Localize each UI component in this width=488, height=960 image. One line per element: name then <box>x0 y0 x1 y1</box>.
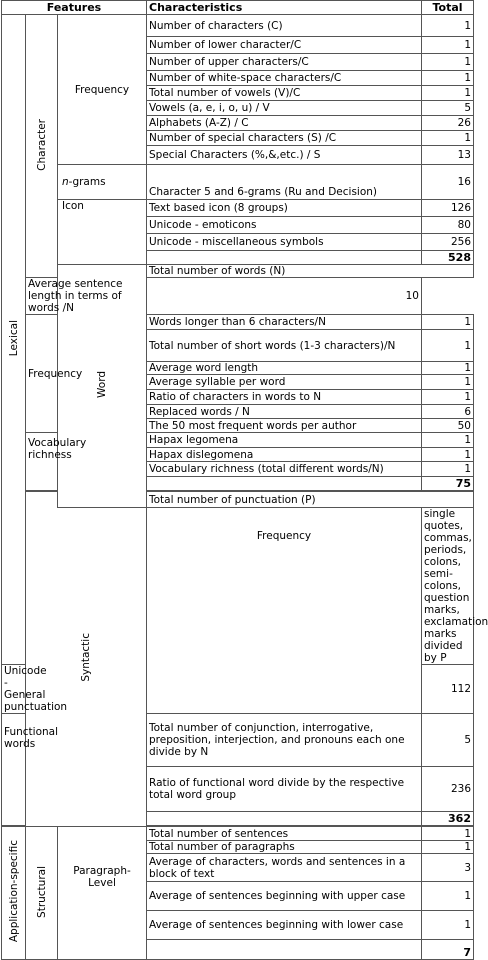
total-cell: 1 <box>422 330 474 362</box>
structural-label: Structural <box>26 827 58 960</box>
total-cell: 5 <box>422 714 474 767</box>
syntactic-subtotal: 362 <box>422 812 474 826</box>
characteristic-cell: Total number of conjunction, interrogative, preposition, interjection, and pronouns each one divide by N <box>147 714 422 767</box>
table-row <box>2 15 474 37</box>
characteristic-cell: Hapax legomena <box>147 433 422 448</box>
table-row <box>2 200 474 217</box>
characteristic-cell: Total number of punctuation (P) <box>147 492 474 508</box>
word-label: Word <box>58 265 147 508</box>
character-label: Character <box>26 15 58 278</box>
application-subtotal: 7 <box>422 940 474 960</box>
characteristic-cell: Average sentence length in terms of words /N <box>26 278 147 315</box>
characteristic-cell-empty <box>147 251 422 265</box>
word-frequency-label: Frequency <box>26 315 58 433</box>
table-row <box>2 492 474 508</box>
total-cell: 50 <box>422 419 474 433</box>
word-subtotal: 75 <box>422 477 474 491</box>
paragraph-level-label: Paragraph-Level <box>58 827 147 960</box>
characteristic-cell: Words longer than 6 characters/N <box>147 315 422 330</box>
total-cell: 6 <box>422 405 474 419</box>
total-cell: 1 <box>422 390 474 405</box>
total-cell: 1 <box>422 315 474 330</box>
characteristic-cell: Total number of words (N) <box>147 265 474 278</box>
characteristic-cell: Average of sentences beginning with upper case <box>147 882 422 911</box>
syntactic-label: Syntactic <box>26 492 147 827</box>
characteristic-cell: Ratio of characters in words to N <box>147 390 422 405</box>
functional-words-label: Functional words <box>2 714 26 826</box>
characteristic-cell: Hapax dislegomena <box>147 448 422 462</box>
total-cell: 1 <box>422 37 474 54</box>
total-cell: 1 <box>422 827 474 841</box>
total-cell: 26 <box>422 116 474 131</box>
characteristic-cell: Average syllable per word <box>147 375 422 390</box>
total-cell: 1 <box>422 362 474 375</box>
total-cell: 1 <box>422 15 474 37</box>
application-specific-label: Application-specific <box>2 827 26 960</box>
characteristic-cell: Character 5 and 6-grams (Ru and Decision) <box>147 165 422 200</box>
characteristic-cell: Text based icon (8 groups) <box>147 200 422 217</box>
characteristic-cell: Special Characters (%,&,etc.) / S <box>147 146 422 165</box>
total-cell: 126 <box>422 200 474 217</box>
total-cell: 1 <box>422 375 474 390</box>
header-characteristics: Characteristics <box>147 1 422 15</box>
total-cell: 112 <box>422 665 474 714</box>
characteristic-cell: Average word length <box>147 362 422 375</box>
total-cell: 13 <box>422 146 474 165</box>
header-total: Total <box>422 1 474 15</box>
characteristic-cell: Total number of paragraphs <box>147 841 422 854</box>
vocabulary-richness-label: Vocabulary richness <box>26 433 58 491</box>
characteristic-cell-empty <box>147 940 422 960</box>
total-cell: 1 <box>422 86 474 101</box>
total-cell: 10 <box>147 278 422 315</box>
characteristic-cell: Total number of sentences <box>147 827 422 841</box>
total-cell: 1 <box>422 131 474 146</box>
characteristic-cell-empty <box>147 477 422 491</box>
total-cell: 1 <box>422 841 474 854</box>
total-cell: 1 <box>422 54 474 71</box>
characteristic-cell-empty <box>147 812 422 826</box>
total-cell: 256 <box>422 234 474 251</box>
lexical-label: Lexical <box>2 15 26 665</box>
header-features: Features <box>2 1 147 15</box>
features-table <box>1 0 488 960</box>
characteristic-cell: Ratio of functional word divide by the respective total word group <box>147 767 422 812</box>
total-cell: 236 <box>422 767 474 812</box>
total-cell: 80 <box>422 217 474 234</box>
characteristic-cell: Total number of short words (1-3 characters)/N <box>147 330 422 362</box>
characteristic-cell: Unicode - emoticons <box>147 217 422 234</box>
characteristic-cell: Unicode - General punctuation <box>2 665 26 714</box>
characteristic-cell: Vocabulary richness (total different words/N) <box>147 462 422 477</box>
total-cell: 16 <box>422 165 474 200</box>
icon-group-label: Icon <box>58 200 147 265</box>
ngrams-n: n <box>62 176 69 188</box>
character-subtotal: 528 <box>422 251 474 265</box>
characteristic-cell: Alphabets (A-Z) / C <box>147 116 422 131</box>
total-cell: 1 <box>422 462 474 477</box>
characteristic-cell: Number of upper characters/C <box>147 54 422 71</box>
total-cell: 1 <box>422 882 474 911</box>
characteristic-cell: Unicode - miscellaneous symbols <box>147 234 422 251</box>
syntactic-frequency-label: Frequency <box>147 508 422 714</box>
table-row <box>2 827 474 841</box>
ngrams-label <box>58 165 147 200</box>
characteristic-cell: Vowels (a, e, i, o, u) / V <box>147 101 422 116</box>
characteristic-cell: The 50 most frequent words per author <box>147 419 422 433</box>
total-cell: 3 <box>422 854 474 882</box>
table-row <box>2 165 474 200</box>
total-cell: 1 <box>422 911 474 940</box>
ngrams-suffix: -grams <box>68 176 106 188</box>
total-cell: 5 <box>422 101 474 116</box>
characteristic-cell: Number of special characters (S) /C <box>147 131 422 146</box>
characteristic-cell: Number of white-space characters/C <box>147 71 422 86</box>
total-cell: 1 <box>422 71 474 86</box>
characteristic-cell: Number of lower character/C <box>147 37 422 54</box>
character-frequency-label: Frequency <box>58 15 147 165</box>
characteristic-cell: single quotes, commas, periods, colons, semi-colons, question marks, exclamation marks divided by P <box>422 508 474 665</box>
characteristic-cell: Total number of vowels (V)/C <box>147 86 422 101</box>
total-cell: 1 <box>422 448 474 462</box>
characteristic-cell: Average of sentences beginning with lower case <box>147 911 422 940</box>
table-row <box>2 265 474 278</box>
characteristic-cell: Average of characters, words and sentences in a block of text <box>147 854 422 882</box>
characteristic-cell: Number of characters (C) <box>147 15 422 37</box>
header-row <box>2 1 474 15</box>
characteristic-cell: Replaced words / N <box>147 405 422 419</box>
total-cell: 1 <box>422 433 474 448</box>
table-row <box>2 278 474 315</box>
